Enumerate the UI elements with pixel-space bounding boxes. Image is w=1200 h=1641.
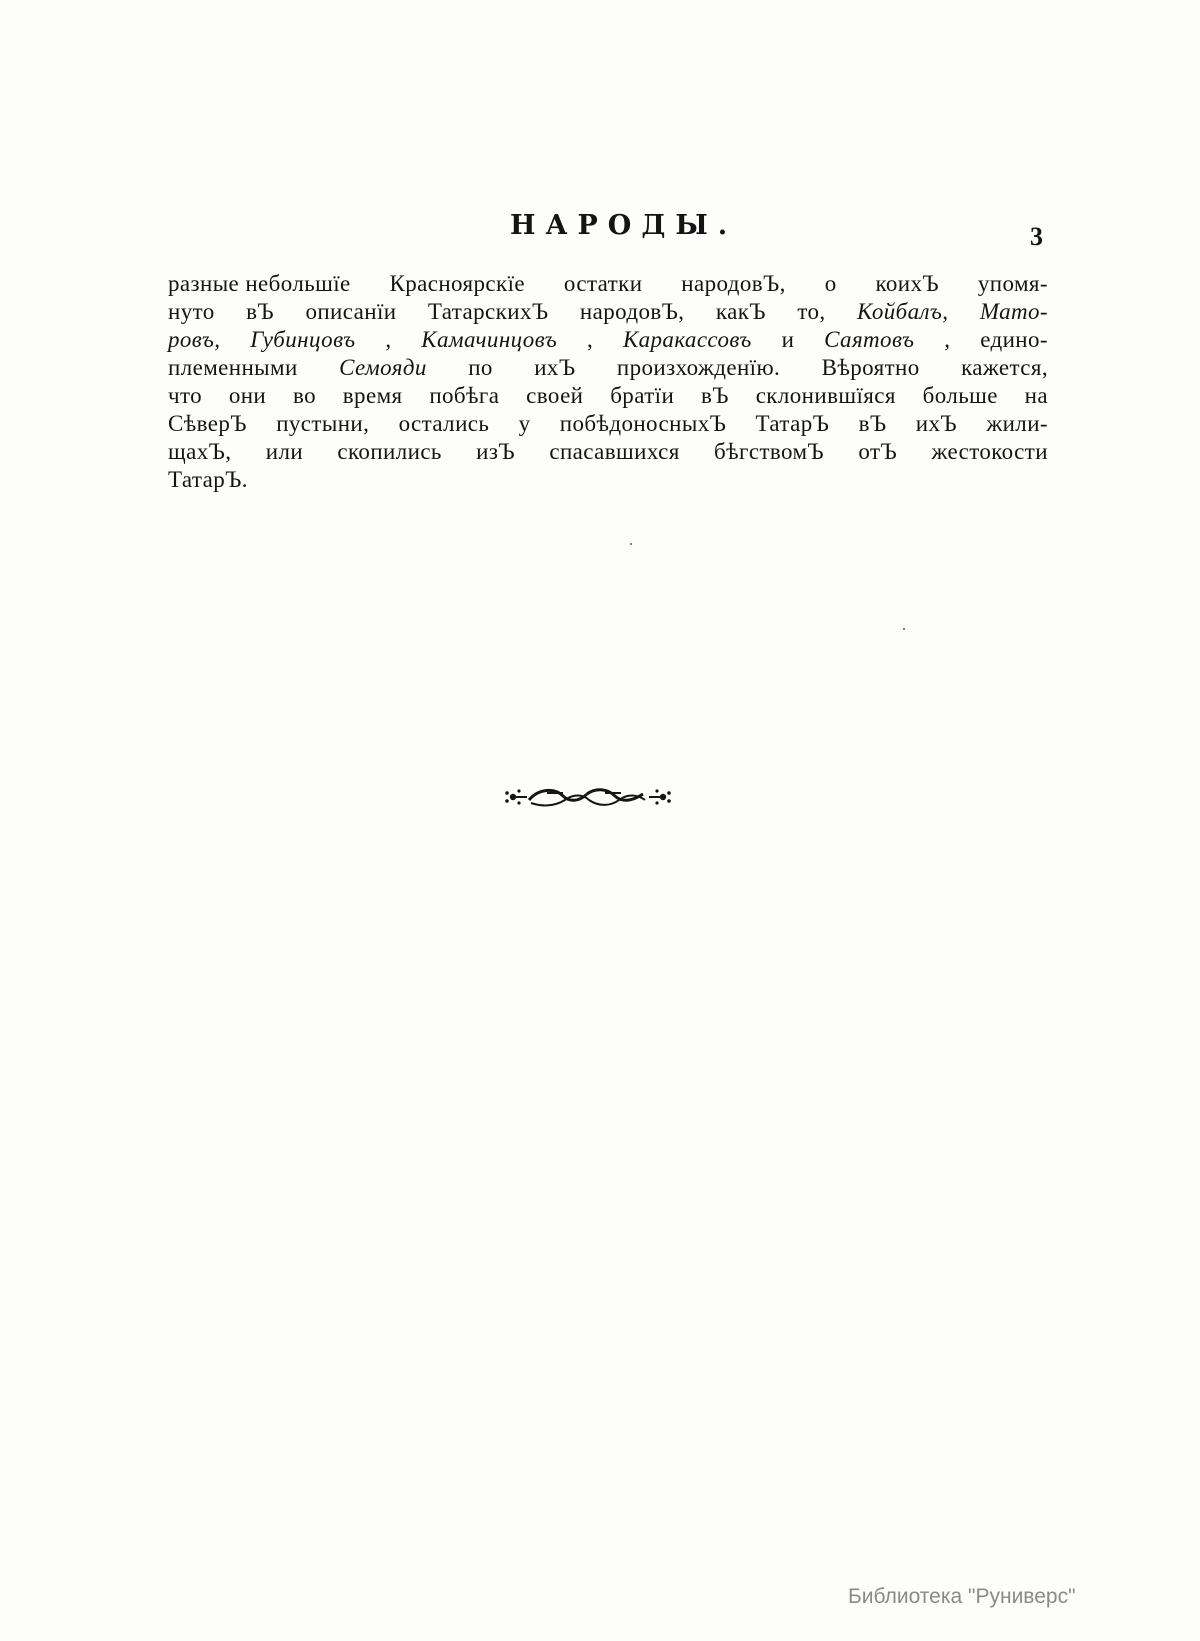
scan-speck [630,543,632,545]
word: спасавшихся [549,439,680,464]
word: побѣга [429,383,500,408]
ornament-divider [503,780,673,814]
word: разные небольшїе [168,271,351,296]
text-line [168,270,1048,298]
word: народовЪ, [579,299,685,324]
word: остались [398,411,490,436]
word: народовЪ, [681,271,786,296]
word: жестокости [931,439,1048,464]
word: вЪ [858,411,887,436]
word: склонившїяся [755,383,896,408]
body-text [168,270,1048,494]
word: Красноярскїе [389,271,525,296]
word: вЪ [700,383,729,408]
word: упомя- [977,271,1048,296]
word: они [228,383,267,408]
word: о [824,271,837,296]
italic-word: Койбалъ, [857,299,949,324]
word: Вѣроятно [821,355,920,380]
running-head: НАРОДЫ. [510,210,738,241]
word: ихЪ [534,355,576,380]
word: щахЪ, [168,439,232,464]
word: ТатарскихЪ [427,299,549,324]
word: время [342,383,403,408]
italic-word: Мато- [979,299,1048,324]
word: по [468,355,493,380]
word: произхожденїю. [616,355,781,380]
word: нуто [168,299,215,324]
word: братїи [610,383,675,408]
word: на [1024,383,1048,408]
word: , [944,327,951,352]
word: кажется, [961,355,1048,380]
word: изЪ [476,439,516,464]
word: бѣгствомЪ [714,439,825,464]
word: ТатарЪ. [168,467,248,492]
word: своей [526,383,584,408]
word: жили- [986,411,1048,436]
word: СѣверЪ [168,411,247,436]
word: пустыни, [276,411,370,436]
text-line [168,326,1048,354]
italic-word: Камачинцовъ [421,327,558,352]
word: и [781,327,795,352]
word: , [385,327,392,352]
word: остатки [563,271,643,296]
word: что [168,383,203,408]
word: ихЪ [915,411,958,436]
italic-word: Каракассовъ [622,327,752,352]
italic-word: ровъ, [168,327,221,352]
word: у [518,411,531,436]
text-line [168,382,1048,410]
word: , [586,327,594,352]
italic-word: Губинцовъ [250,327,356,352]
page-number: 3 [1030,222,1043,251]
text-line [168,298,1048,326]
scan-speck [903,628,905,630]
text-line [168,466,1048,494]
word: отЪ [858,439,898,464]
word: ТатарЪ [755,411,830,436]
word: то, [797,299,826,324]
italic-word: Саятовъ [824,327,915,352]
word: или [265,439,304,464]
word: во [292,383,316,408]
word: скопились [337,439,442,464]
word: описанїи [305,299,397,324]
text-line [168,438,1048,466]
italic-word: Семояди [339,355,427,380]
word: больше [922,383,998,408]
text-line [168,410,1048,438]
library-watermark: Библиотека "Руниверс" [848,1585,1076,1608]
word: побѣдоносныхЪ [559,411,727,436]
text-line [168,354,1048,382]
word: едино- [980,327,1048,352]
word: какЪ [715,299,766,324]
word: коихЪ [875,271,940,296]
word: вЪ [246,299,275,324]
word: племенными [168,355,298,380]
